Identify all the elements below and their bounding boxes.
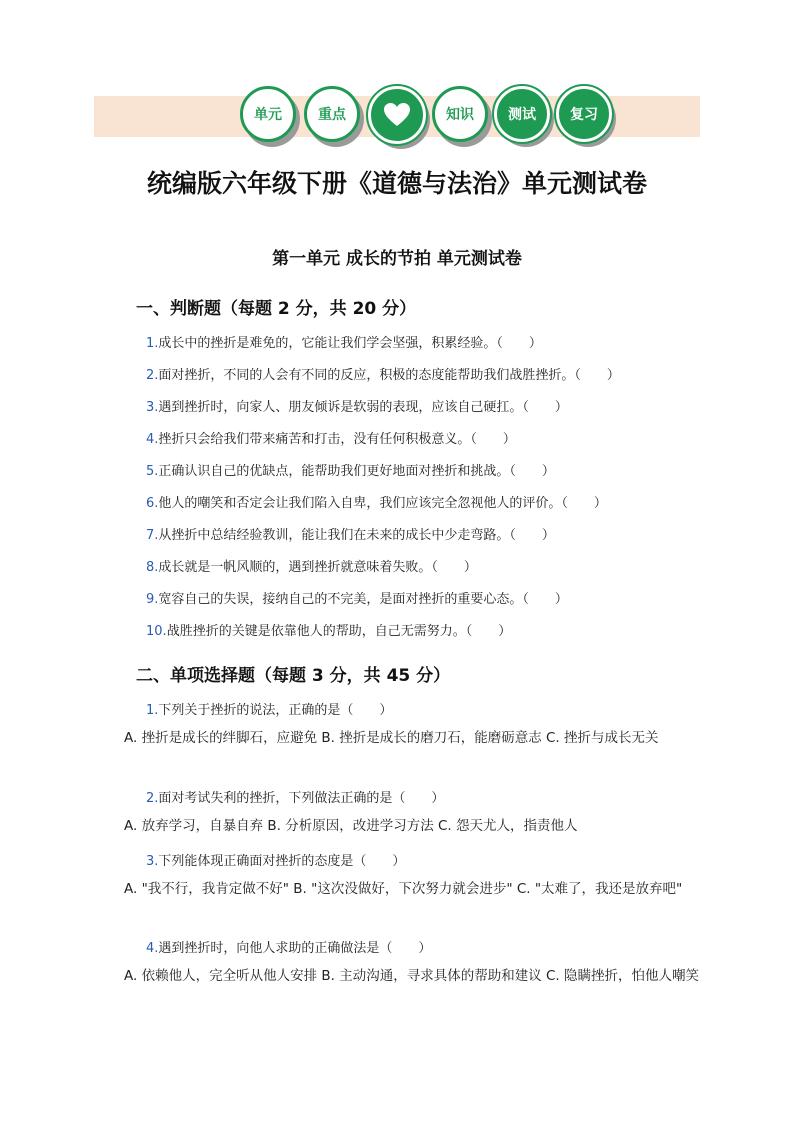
mc-question: 1.下列关于挫折的说法，正确的是（ ） (146, 703, 393, 718)
badge-unit (240, 86, 296, 142)
mc-question: 2.面对考试失利的挫折，下列做法正确的是（ ） (146, 791, 445, 806)
section-single-choice-title: 二、单项选择题（每题 3 分，共 45 分） (136, 666, 451, 686)
tf-question: 4.挫折只会给我们带来痛苦和打击，没有任何积极意义。（ ） (146, 432, 516, 447)
tf-question: 6.他人的嘲笑和否定会让我们陷入自卑，我们应该完全忽视他人的评价。（ ） (146, 496, 607, 511)
mc-options: A. 依赖他人，完全听从他人安排 B. 主动沟通，寻求具体的帮助和建议 C. 隐瞒挫折，怕他人嘲笑 (124, 968, 700, 984)
tf-question: 1.成长中的挫折是难免的，它能让我们学会坚强，积累经验。（ ） (146, 336, 542, 351)
section-true-false-title: 一、判断题（每题 2 分，共 20 分） (136, 299, 417, 319)
tf-question: 7.从挫折中总结经验教训，能让我们在未来的成长中少走弯路。（ ） (146, 528, 555, 543)
mc-options: A. 挫折是成长的绊脚石，应避免 B. 挫折是成长的磨刀石，能磨砺意志 C. 挫折与成长无关 (124, 730, 659, 746)
document-title: 统编版六年级下册《道德与法治》单元测试卷 (146, 169, 647, 198)
badge-knowledge (432, 86, 488, 142)
tf-question: 8.成长就是一帆风顺的，遇到挫折就意味着失败。（ ） (146, 560, 477, 575)
tf-question: 2.面对挫折，不同的人会有不同的反应，积极的态度能帮助我们战胜挫折。（ ） (146, 368, 620, 383)
badge-heart (368, 86, 426, 144)
badge-label: 单元 (254, 107, 282, 123)
tf-question: 9.宽容自己的失误，接纳自己的不完美，是面对挫折的重要心态。（ ） (146, 592, 568, 607)
badge-label: 测试 (508, 107, 536, 123)
mc-options: A. 放弃学习，自暴自弃 B. 分析原因，改进学习方法 C. 怨天尤人，指责他人 (124, 818, 578, 834)
badge-review (556, 86, 612, 142)
badge-label: 知识 (446, 107, 474, 123)
mc-question: 4.遇到挫折时，向他人求助的正确做法是（ ） (146, 941, 432, 956)
tf-question: 5.正确认识自己的优缺点，能帮助我们更好地面对挫折和挑战。（ ） (146, 464, 555, 479)
badge-key-points (304, 86, 360, 142)
badge-label: 复习 (570, 107, 598, 123)
mc-question: 3.下列能体现正确面对挫折的态度是（ ） (146, 854, 406, 869)
badge-label: 重点 (318, 107, 346, 123)
badge-test (494, 86, 550, 142)
unit-subtitle: 第一单元 成长的节拍 单元测试卷 (272, 249, 522, 269)
tf-question: 10.战胜挫折的关键是依靠他人的帮助，自己无需努力。（ ） (146, 624, 512, 639)
mc-options: A. "我不行，我肯定做不好" B. "这次没做好，下次努力就会进步" C. "太难了，我还是放弃吧" (124, 881, 683, 897)
tf-question: 3.遇到挫折时，向家人、朋友倾诉是软弱的表现，应该自己硬扛。（ ） (146, 400, 568, 415)
heart-icon (384, 103, 410, 127)
